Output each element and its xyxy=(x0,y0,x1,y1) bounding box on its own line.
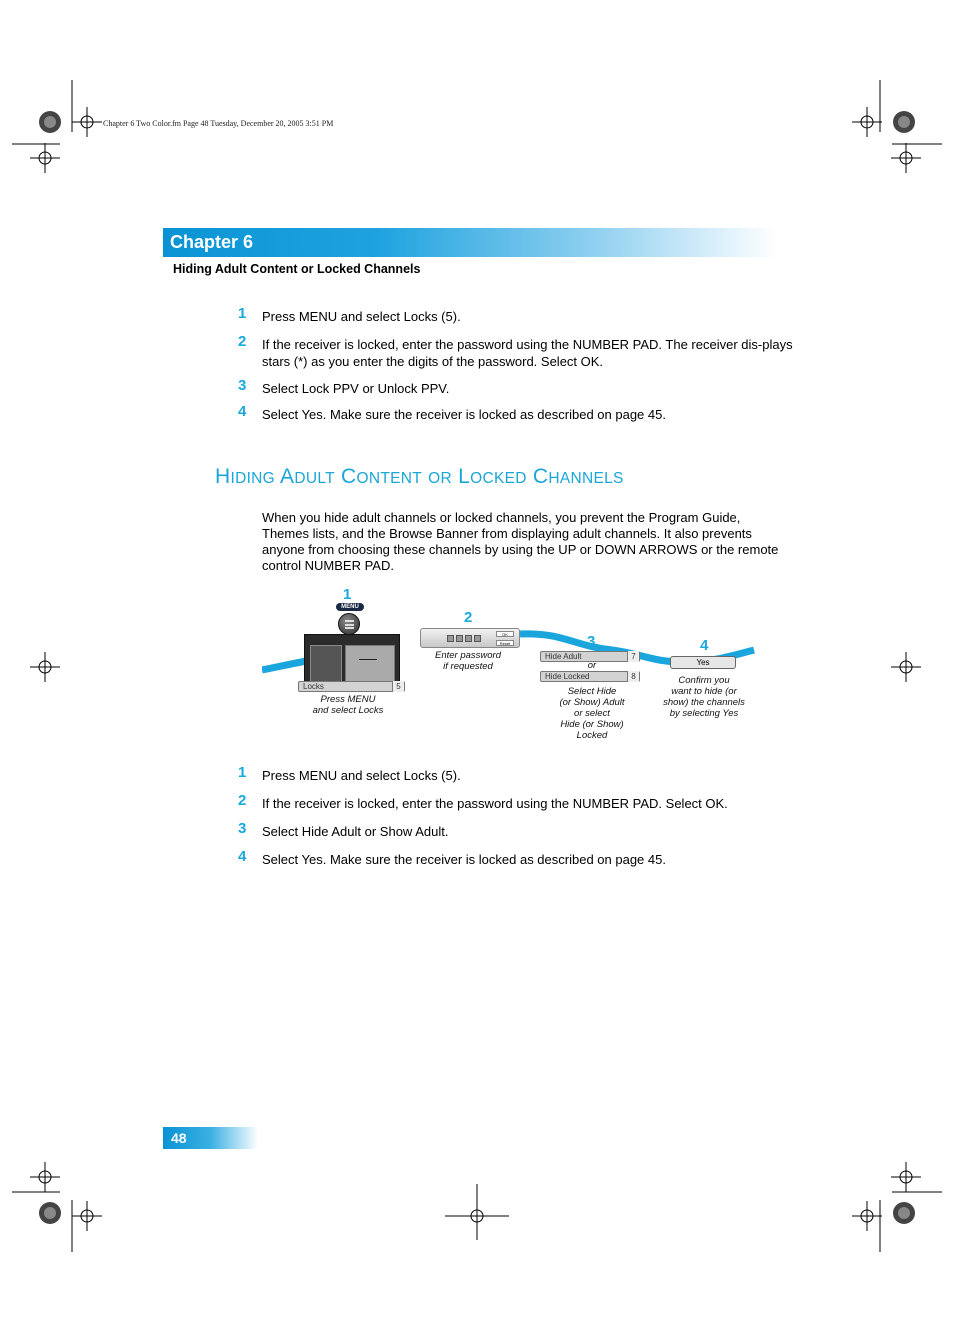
page-number-tab xyxy=(163,1127,258,1149)
section-heading xyxy=(215,465,624,489)
step-number: 1 xyxy=(238,305,247,322)
heading-word: CONTENT xyxy=(341,465,422,488)
heading-word: HIDING xyxy=(215,465,276,488)
caption-step-1: Press MENU and select Locks xyxy=(312,694,384,716)
heading-word: CHANNELS xyxy=(532,465,624,488)
yes-button[interactable]: Yes xyxy=(670,656,736,669)
step-number: 1 xyxy=(238,764,247,781)
caption-step-3: Select Hide (or Show) Adult or select Hide (or Show) Locked xyxy=(559,686,625,741)
step-number: 3 xyxy=(238,820,247,837)
chapter-title: Chapter 6 xyxy=(170,232,254,252)
caption-step-4: Confirm you want to hide (or show) the channels by selecting Yes xyxy=(663,675,745,719)
diagram-step-4: 4 xyxy=(700,637,709,654)
step-text: Press MENU and select Locks (5). xyxy=(262,768,461,783)
or-label: or xyxy=(587,660,597,671)
file-header: Chapter 6 Two Color.fm Page 48 Tuesday, December 20, 2005 3:51 PM xyxy=(103,119,334,128)
menu-badge: MENU xyxy=(336,603,364,611)
step-text: Select Lock PPV or Unlock PPV. xyxy=(262,381,450,396)
reset-button[interactable]: Reset xyxy=(496,640,514,646)
diagram-step-1: 1 xyxy=(343,586,352,603)
intro-paragraph: When you hide adult channels or locked channels, you prevent the Program Guide, Themes lists, and the Browse Banner from displaying adult channels. It also prevents anyone from choosing these channels by using the UP or DOWN ARROWS or the remote control NUMBER PAD. xyxy=(262,510,779,573)
step-text: Press MENU and select Locks (5). xyxy=(262,309,461,324)
password-panel[interactable] xyxy=(420,628,520,648)
step-text: If the receiver is locked, enter the password using the NUMBER PAD. The receiver dis-plays stars (*) as you enter the digits of the password. Select OK. xyxy=(262,337,793,369)
running-head: Hiding Adult Content or Locked Channels xyxy=(173,262,421,276)
step-text: If the receiver is locked, enter the password using the NUMBER PAD. Select OK. xyxy=(262,796,728,811)
diagram-step-2: 2 xyxy=(464,609,473,626)
hide-adult-item[interactable]: Hide Adult 7 xyxy=(540,651,640,662)
heading-word: OR xyxy=(428,470,452,487)
heading-word: ADULT xyxy=(280,465,335,488)
step-text: Select Yes. Make sure the receiver is locked as described on page 45. xyxy=(262,407,666,422)
chapter-banner xyxy=(163,228,778,257)
menu-remote-button[interactable] xyxy=(338,613,360,635)
locks-menu-item[interactable]: Locks 5 xyxy=(298,681,405,692)
locks-key: 5 xyxy=(392,681,404,692)
ok-button[interactable]: OK xyxy=(496,631,514,637)
step-text: Select Yes. Make sure the receiver is locked as described on page 45. xyxy=(262,852,666,867)
step-number: 4 xyxy=(238,848,247,865)
menu-icon xyxy=(345,620,354,629)
step-number: 3 xyxy=(238,377,247,394)
procedure-diagram xyxy=(262,588,762,748)
step-number: 2 xyxy=(238,792,247,809)
step-number: 4 xyxy=(238,403,247,420)
hide-locked-key: 8 xyxy=(627,671,639,682)
page-number: 48 xyxy=(171,1130,187,1146)
hide-adult-key: 7 xyxy=(627,651,639,662)
step-text: Select Hide Adult or Show Adult. xyxy=(262,824,449,839)
caption-step-2: Enter password if requested xyxy=(434,650,501,672)
diagram-step-3: 3 xyxy=(587,633,596,650)
hide-locked-item[interactable]: Hide Locked 8 xyxy=(540,671,640,682)
step-number: 2 xyxy=(238,333,247,350)
heading-word: LOCKED xyxy=(458,465,527,488)
